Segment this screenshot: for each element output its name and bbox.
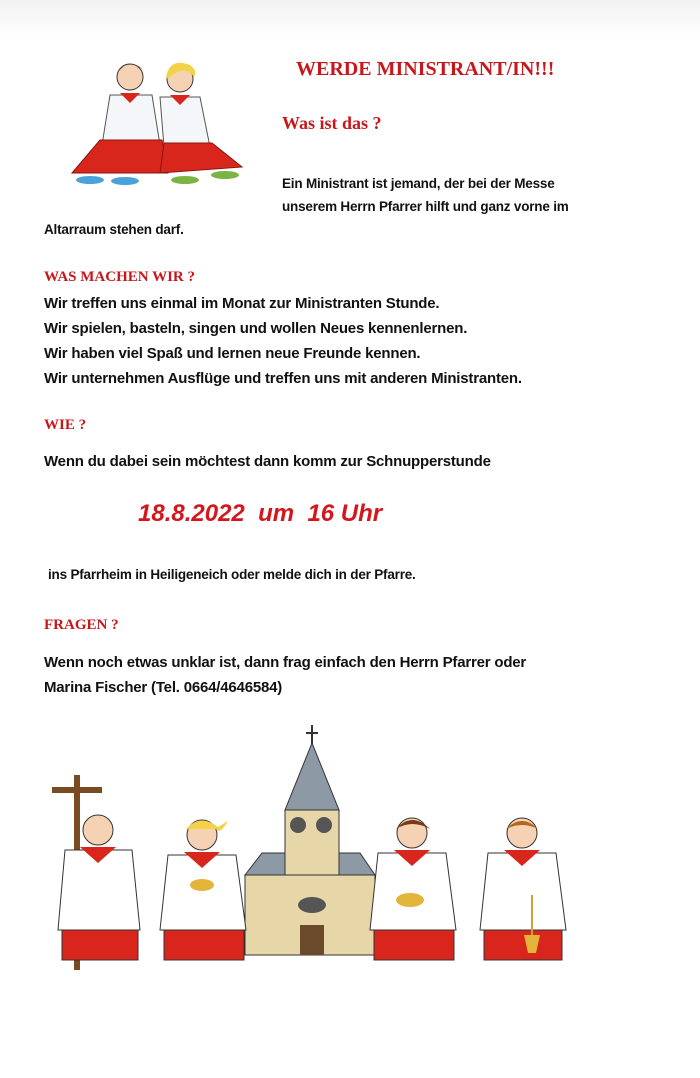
altar-server-with-bowl <box>160 820 246 960</box>
section2-line: Wir unternehmen Ausflüge und treffen uns mit anderen Ministranten. <box>44 370 522 387</box>
page-title: WERDE MINISTRANT/IN!!! <box>296 58 555 80</box>
section2-line: Wir haben viel Spaß und lernen neue Freunde kennen. <box>44 345 421 362</box>
church-and-altar-servers-illustration <box>40 725 580 975</box>
altar-server-boy <box>72 64 168 185</box>
event-date-time: 18.8.2022 um 16 Uhr <box>138 500 383 527</box>
section3-location: ins Pfarrheim in Heiligeneich oder melde dich in der Pfarre. <box>48 567 416 582</box>
altar-server-with-bowl <box>370 818 456 960</box>
altar-servers-illustration <box>60 55 260 190</box>
altar-server-with-cross <box>52 775 140 970</box>
section2-lines <box>44 291 522 391</box>
section-heading-fragen: FRAGEN ? <box>44 617 119 633</box>
altar-server-with-censer <box>480 818 566 960</box>
section-heading-was-ist-das: Was ist das ? <box>282 113 382 133</box>
section4-lines <box>44 650 526 700</box>
contact-line: Marina Fischer (Tel. 0664/4646584) <box>44 679 283 696</box>
section-heading-wie: WIE ? <box>44 417 87 433</box>
section3-intro: Wenn du dabei sein möchtest dann komm zur Schnupperstunde <box>44 453 491 470</box>
section2-line: Wir treffen uns einmal im Monat zur Ministranten Stunde. <box>44 295 440 312</box>
section1-line: unserem Herrn Pfarrer hilft und ganz vorne im <box>282 199 569 214</box>
section4-line: Wenn noch etwas unklar ist, dann frag einfach den Herrn Pfarrer oder <box>44 654 527 671</box>
section2-line: Wir spielen, basteln, singen und wollen Neues kennenlernen. <box>44 320 468 337</box>
altar-server-girl <box>160 63 242 184</box>
section1-line: Ein Ministrant ist jemand, der bei der Messe <box>282 176 555 191</box>
section1-line: Altarraum stehen darf. <box>44 222 184 237</box>
church-icon <box>245 725 375 955</box>
section-heading-was-machen-wir: WAS MACHEN WIR ? <box>44 269 195 285</box>
